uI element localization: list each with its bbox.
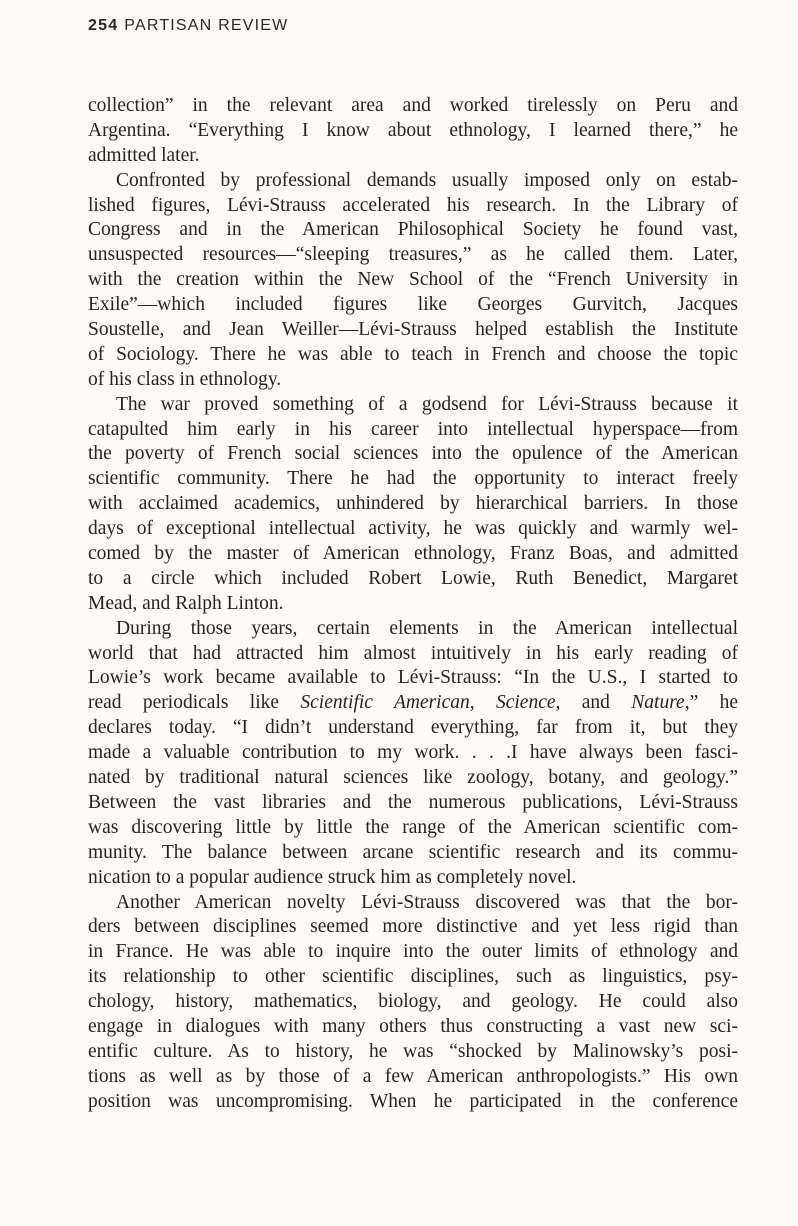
text-line	[88, 741, 738, 766]
text-line	[88, 194, 738, 219]
text-segment: Argentina. “Everything I know about ethnology, I learned there,” he	[88, 119, 738, 141]
body-text	[88, 94, 738, 1115]
text-line	[88, 542, 738, 567]
text-segment: position was uncompromising. When he participated in the conference	[88, 1090, 738, 1112]
text-segment: to a circle which included Robert Lowie, Ruth Benedict, Margaret	[88, 567, 738, 589]
text-line	[88, 841, 738, 866]
text-line	[88, 567, 738, 592]
text-line	[88, 343, 738, 368]
text-segment: engage in dialogues with many others thus constructing a vast new sci-	[88, 1015, 738, 1037]
text-line	[88, 915, 738, 940]
text-segment: in France. He was able to inquire into the outer limits of ethnology and	[88, 941, 738, 963]
text-segment: Between the vast libraries and the numerous publications, Lévi-Strauss	[88, 791, 738, 813]
text-line	[88, 716, 738, 741]
text-line	[88, 517, 738, 542]
text-line	[88, 467, 738, 492]
text-segment: Lowie’s work became available to Lévi-Strauss: “In the U.S., I started to	[88, 667, 738, 689]
text-line	[88, 1040, 738, 1065]
text-line	[88, 119, 738, 144]
text-segment: nated by traditional natural sciences like zoology, botany, and geology.”	[88, 767, 738, 789]
text-line	[88, 965, 738, 990]
text-line	[88, 1015, 738, 1040]
paragraph-first-line	[88, 891, 738, 916]
text-line	[88, 442, 738, 467]
text-line	[88, 691, 738, 716]
text-segment: nication to a popular audience struck him as completely novel.	[88, 866, 577, 888]
text-segment: lished figures, Lévi-Strauss accelerated his research. In the Library of	[88, 194, 738, 216]
text-line	[88, 766, 738, 791]
text-line	[88, 492, 738, 517]
text-line	[88, 592, 738, 617]
text-segment: scientific community. There he had the opportunity to interact freely	[88, 468, 738, 490]
text-segment: tions as well as by those of a few American anthropologists.” His own	[88, 1065, 738, 1087]
text-segment: with the creation within the New School of the “French University in	[88, 269, 738, 291]
paragraph-first-line	[88, 617, 738, 642]
text-line	[88, 666, 738, 691]
text-segment: Exile”—which included figures like Georges Gurvitch, Jacques	[88, 294, 738, 316]
text-segment: collection” in the relevant area and worked tirelessly on Peru and	[88, 95, 738, 116]
paragraph-first-line	[88, 169, 738, 194]
text-segment: unsuspected resources—“sleeping treasures,” as he called them. Later,	[88, 244, 738, 266]
text-segment: world that had attracted him almost intuitively in his early reading of	[88, 642, 738, 664]
text-segment: Another American novelty Lévi-Strauss discovered was that the bor-	[116, 891, 738, 913]
text-segment: with acclaimed academics, unhindered by hierarchical barriers. In those	[88, 493, 738, 515]
italic-title: Science	[495, 692, 556, 714]
text-line	[88, 293, 738, 318]
italic-title: Scientific American	[300, 692, 470, 714]
text-line	[88, 94, 738, 119]
text-line	[88, 144, 738, 169]
text-segment: Congress and in the American Philosophical Society he found vast,	[88, 219, 738, 241]
text-line	[88, 243, 738, 268]
text-segment: munity. The balance between arcane scientific research and its commu-	[88, 841, 738, 863]
text-segment: the poverty of French social sciences into the opulence of the American	[88, 443, 738, 465]
text-line	[88, 940, 738, 965]
text-segment: The war proved something of a godsend for Lévi-Strauss because it	[116, 393, 738, 415]
text-segment: entific culture. As to history, he was “shocked by Malinowsky’s posi-	[88, 1040, 738, 1062]
text-segment: read periodicals like	[88, 692, 301, 714]
text-segment: catapulted him early in his career into intellectual hyperspace—from	[88, 418, 738, 440]
text-segment: ,” he	[684, 692, 739, 714]
text-line	[88, 866, 738, 891]
text-line	[88, 791, 738, 816]
text-line	[88, 268, 738, 293]
text-segment: , and	[555, 692, 632, 714]
text-segment: made a valuable contribution to my work. . . .I have always been fasci-	[88, 742, 738, 764]
text-line	[88, 1090, 738, 1115]
text-line	[88, 642, 738, 667]
text-segment: Mead, and Ralph Linton.	[88, 592, 284, 614]
running-head	[88, 17, 288, 35]
text-line	[88, 1065, 738, 1090]
text-segment: Soustelle, and Jean Weiller—Lévi-Strauss helped establish the Institute	[88, 319, 738, 341]
text-segment: During those years, certain elements in the American intellectual	[116, 617, 738, 639]
text-segment: chology, history, mathematics, biology, and geology. He could also	[88, 991, 738, 1013]
paragraph-first-line	[88, 393, 738, 418]
journal-title: PARTISAN REVIEW	[124, 17, 289, 34]
page-number: 254	[88, 17, 119, 34]
text-segment: was discovering little by little the range of the American scientific com-	[88, 816, 738, 838]
text-segment: declares today. “I didn’t understand everything, far from it, but they	[88, 717, 738, 739]
text-line	[88, 990, 738, 1015]
text-line	[88, 218, 738, 243]
text-line	[88, 368, 738, 393]
text-segment: Confronted by professional demands usually imposed only on estab-	[116, 169, 738, 191]
text-segment: admitted later.	[88, 144, 200, 166]
text-segment: of Sociology. There he was able to teach in French and choose the topic	[88, 343, 738, 365]
text-segment: ,	[469, 692, 496, 714]
italic-title: Nature	[631, 692, 685, 714]
text-segment: ders between disciplines seemed more distinctive and yet less rigid than	[88, 916, 738, 938]
text-segment: days of exceptional intellectual activity, he was quickly and warmly wel-	[88, 518, 738, 540]
text-line	[88, 418, 738, 443]
text-segment: of his class in ethnology.	[88, 368, 282, 390]
text-segment: its relationship to other scientific disciplines, such as linguistics, psy-	[88, 966, 738, 988]
text-line	[88, 318, 738, 343]
text-line	[88, 816, 738, 841]
text-segment: comed by the master of American ethnology, Franz Boas, and admitted	[88, 543, 738, 565]
